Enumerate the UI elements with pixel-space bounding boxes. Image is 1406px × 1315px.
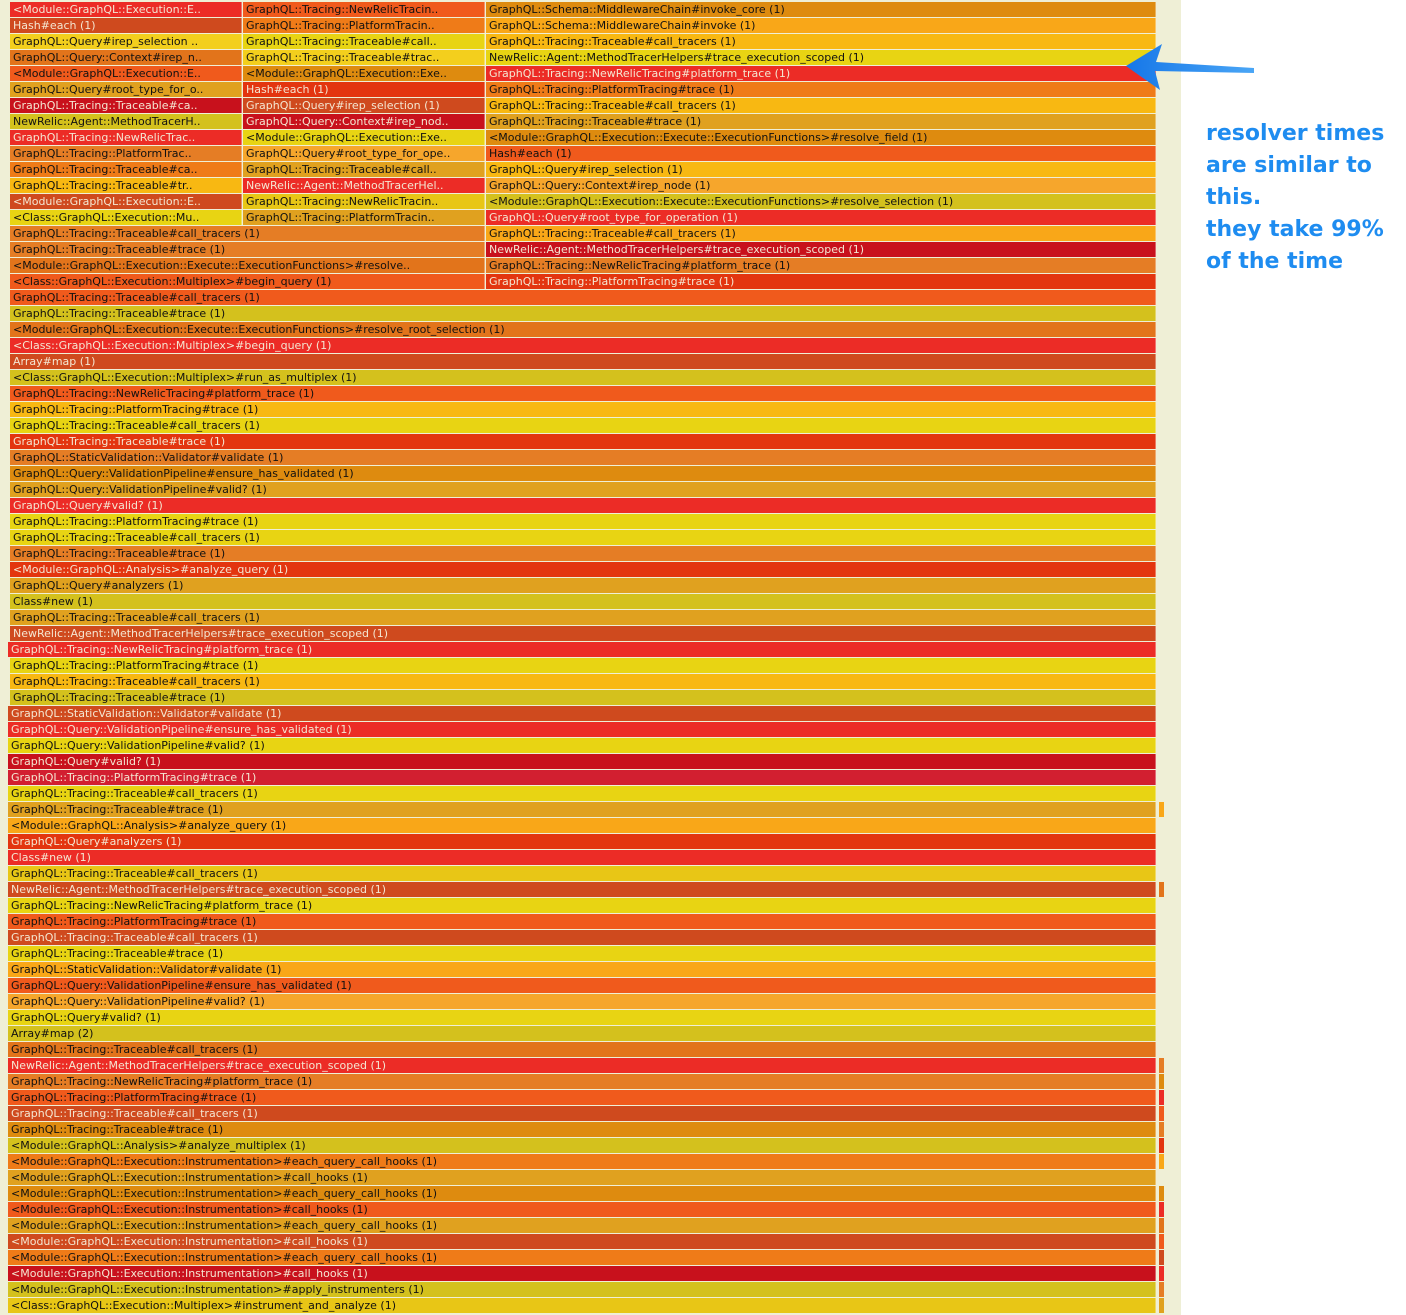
flame-frame-sliver[interactable] — [1159, 1090, 1164, 1105]
flame-frame[interactable]: <Module::GraphQL::Execution::Instrumentation>#call_hooks (1) — [8, 1202, 1156, 1217]
flame-frame-sliver[interactable] — [1159, 882, 1164, 897]
flame-frame[interactable]: <Class::GraphQL::Execution::Multiplex>#instrument_and_analyze (1) — [8, 1298, 1156, 1313]
flame-frame[interactable]: GraphQL::StaticValidation::Validator#validate (1) — [8, 706, 1156, 721]
flame-frame[interactable]: GraphQL::Tracing::Traceable#trac.. — [243, 50, 485, 65]
annotation-line: they take 99% — [1206, 217, 1384, 242]
flame-frame[interactable]: Class#new (1) — [10, 594, 1156, 609]
flame-frame-sliver[interactable] — [1159, 1202, 1164, 1217]
flame-frame[interactable]: GraphQL::Tracing::NewRelicTracing#platform_trace (1) — [486, 66, 1156, 81]
flame-frame-sliver[interactable] — [1159, 1282, 1164, 1297]
flame-frame[interactable]: Class#new (1) — [8, 850, 1156, 865]
flame-frame[interactable]: GraphQL::Tracing::NewRelicTracing#platform_trace (1) — [8, 642, 1156, 657]
flame-frame[interactable]: GraphQL::Query#irep_selection (1) — [486, 162, 1156, 177]
flame-frame[interactable]: NewRelic::Agent::MethodTracerHelpers#trace_execution_scoped (1) — [486, 50, 1156, 65]
flame-frame[interactable]: GraphQL::Tracing::Traceable#trace (1) — [10, 546, 1156, 561]
flame-frame[interactable]: GraphQL::Tracing::Traceable#trace (1) — [8, 802, 1156, 817]
flame-frame[interactable]: <Module::GraphQL::Execution::Exe.. — [243, 66, 485, 81]
flame-frame[interactable]: GraphQL::Query#irep_selection (1) — [243, 98, 485, 113]
flame-frame[interactable]: GraphQL::Tracing::Traceable#call_tracers (1) — [486, 98, 1156, 113]
flame-frame[interactable]: GraphQL::Tracing::Traceable#trace (1) — [8, 1122, 1156, 1137]
flame-frame[interactable]: <Module::GraphQL::Execution::Instrumentation>#call_hooks (1) — [8, 1170, 1156, 1185]
flame-frame[interactable]: GraphQL::Tracing::PlatformTracing#trace (1) — [10, 658, 1156, 673]
flame-frame[interactable]: GraphQL::Tracing::Traceable#trace (1) — [10, 690, 1156, 705]
flame-frame[interactable]: GraphQL::Tracing::Traceable#ca.. — [10, 162, 242, 177]
flame-frame[interactable]: GraphQL::Query#root_type_for_ope.. — [243, 146, 485, 161]
flame-frame[interactable]: GraphQL::StaticValidation::Validator#validate (1) — [8, 962, 1156, 977]
flame-frame[interactable]: GraphQL::Tracing::PlatformTracing#trace (1) — [10, 402, 1156, 417]
flame-frame-sliver[interactable] — [1159, 1074, 1164, 1089]
flame-frame[interactable]: GraphQL::Tracing::Traceable#call_tracers (1) — [486, 34, 1156, 49]
flame-frame[interactable]: GraphQL::Tracing::PlatformTracin.. — [243, 210, 485, 225]
flame-frame[interactable]: <Module::GraphQL::Execution::Execute::ExecutionFunctions>#resolve_selection (1) — [486, 194, 1156, 209]
flame-frame[interactable]: <Module::GraphQL::Execution::Execute::ExecutionFunctions>#resolve_field (1) — [486, 130, 1156, 145]
flame-frame[interactable]: <Class::GraphQL::Execution::Multiplex>#run_as_multiplex (1) — [10, 370, 1156, 385]
flame-frame-sliver[interactable] — [1159, 1250, 1164, 1265]
flame-frame[interactable]: GraphQL::Tracing::PlatformTracing#trace (1) — [8, 770, 1156, 785]
flame-frame[interactable]: <Module::GraphQL::Execution::Instrumentation>#call_hooks (1) — [8, 1234, 1156, 1249]
annotation-line: resolver times — [1206, 121, 1385, 146]
flame-frame-sliver[interactable] — [1159, 802, 1164, 817]
flame-frame[interactable]: <Module::GraphQL::Analysis>#analyze_query (1) — [8, 818, 1156, 833]
flame-frame-sliver[interactable] — [1159, 1234, 1164, 1249]
flame-frame-sliver[interactable] — [1159, 1122, 1164, 1137]
flame-frame-sliver[interactable] — [1159, 1058, 1164, 1073]
flame-frame[interactable]: GraphQL::Tracing::Traceable#trace (1) — [10, 306, 1156, 321]
flame-frame[interactable]: GraphQL::Tracing::NewRelicTracing#platform_trace (1) — [10, 386, 1156, 401]
flame-frame[interactable]: NewRelic::Agent::MethodTracerHelpers#trace_execution_scoped (1) — [10, 626, 1156, 641]
flame-frame[interactable]: GraphQL::Query#analyzers (1) — [8, 834, 1156, 849]
flame-frame[interactable]: Array#map (2) — [8, 1026, 1156, 1041]
flame-frame-sliver[interactable] — [1159, 1154, 1164, 1169]
flame-frame[interactable]: GraphQL::Query::ValidationPipeline#valid? (1) — [8, 994, 1156, 1009]
flame-frame[interactable]: GraphQL::Tracing::PlatformTracing#trace (1) — [8, 1090, 1156, 1105]
flame-frame[interactable]: GraphQL::Tracing::Traceable#call.. — [243, 34, 485, 49]
flame-frame[interactable]: <Class::GraphQL::Execution::Mu.. — [10, 210, 242, 225]
flame-frame[interactable]: GraphQL::Schema::MiddlewareChain#invoke (1) — [486, 18, 1156, 33]
annotation-line: this. — [1206, 185, 1262, 210]
flame-frame[interactable]: GraphQL::Tracing::Traceable#trace (1) — [10, 242, 485, 257]
arrow-left-icon — [1120, 40, 1260, 96]
flame-frame[interactable]: <Module::GraphQL::Execution::Instrumentation>#each_query_call_hooks (1) — [8, 1218, 1156, 1233]
flame-frame[interactable]: GraphQL::Query#valid? (1) — [8, 754, 1156, 769]
flame-frame[interactable]: Hash#each (1) — [486, 146, 1156, 161]
flame-frame[interactable]: NewRelic::Agent::MethodTracerH.. — [10, 114, 242, 129]
flame-frame[interactable]: GraphQL::Query::Context#irep_n.. — [10, 50, 242, 65]
flame-frame[interactable]: <Module::GraphQL::Execution::Instrumentation>#apply_instrumenters (1) — [8, 1282, 1156, 1297]
flame-frame[interactable]: GraphQL::Query#analyzers (1) — [10, 578, 1156, 593]
flame-frame[interactable]: GraphQL::Tracing::PlatformTrac.. — [10, 146, 242, 161]
flame-frame[interactable]: <Module::GraphQL::Analysis>#analyze_query (1) — [10, 562, 1156, 577]
flame-frame[interactable]: GraphQL::Tracing::Traceable#tr.. — [10, 178, 242, 193]
annotation-line: are similar to — [1206, 153, 1372, 178]
flame-frame[interactable]: GraphQL::Tracing::Traceable#call_tracers (1) — [10, 674, 1156, 689]
flame-frame[interactable]: GraphQL::Tracing::NewRelicTracing#platform_trace (1) — [8, 1074, 1156, 1089]
flame-frame[interactable]: GraphQL::Tracing::Traceable#call_tracers (1) — [8, 1042, 1156, 1057]
flame-frame[interactable]: GraphQL::Tracing::Traceable#call_tracers (1) — [8, 866, 1156, 881]
flame-frame[interactable]: GraphQL::Tracing::Traceable#trace (1) — [8, 946, 1156, 961]
flame-frame[interactable]: GraphQL::Tracing::PlatformTracing#trace (1) — [10, 514, 1156, 529]
flame-frame[interactable]: GraphQL::Query::ValidationPipeline#ensure_has_validated (1) — [10, 466, 1156, 481]
flame-frame[interactable]: GraphQL::Tracing::Traceable#call_tracers (1) — [8, 786, 1156, 801]
flame-frame[interactable]: <Module::GraphQL::Execution::E.. — [10, 66, 242, 81]
flame-frame[interactable]: <Class::GraphQL::Execution::Multiplex>#begin_query (1) — [10, 338, 1156, 353]
flame-frame[interactable]: <Module::GraphQL::Execution::Execute::ExecutionFunctions>#resolve_root_selection (1) — [10, 322, 1156, 337]
flame-frame[interactable]: GraphQL::Tracing::Traceable#call.. — [243, 162, 485, 177]
flame-frame[interactable]: GraphQL::Tracing::NewRelicTracin.. — [243, 2, 485, 17]
flame-frame[interactable]: GraphQL::Tracing::NewRelicTracing#platform_trace (1) — [486, 258, 1156, 273]
flame-frame[interactable]: GraphQL::Query#root_type_for_operation (1) — [486, 210, 1156, 225]
flame-frame[interactable]: NewRelic::Agent::MethodTracerHelpers#trace_execution_scoped (1) — [8, 882, 1156, 897]
flame-frame[interactable]: GraphQL::Schema::MiddlewareChain#invoke_core (1) — [486, 2, 1156, 17]
flame-frame[interactable]: GraphQL::Tracing::Traceable#trace (1) — [486, 114, 1156, 129]
flame-frame[interactable]: GraphQL::Tracing::Traceable#call_tracers (1) — [10, 610, 1156, 625]
flame-frame-sliver[interactable] — [1159, 1266, 1164, 1281]
flame-frame[interactable]: GraphQL::Tracing::NewRelicTracing#platform_trace (1) — [8, 898, 1156, 913]
flame-frame-sliver[interactable] — [1159, 1298, 1164, 1313]
flame-frame[interactable]: GraphQL::Query::ValidationPipeline#valid? (1) — [10, 482, 1156, 497]
flame-frame[interactable]: GraphQL::Tracing::PlatformTracing#trace (1) — [486, 274, 1156, 289]
flame-frame-sliver[interactable] — [1159, 1218, 1164, 1233]
flame-frame-sliver[interactable] — [1159, 1106, 1164, 1121]
flame-frame[interactable]: GraphQL::Tracing::PlatformTracin.. — [243, 18, 485, 33]
flame-frame[interactable]: GraphQL::Query#irep_selection .. — [10, 34, 242, 49]
flame-frame[interactable]: <Module::GraphQL::Execution::E.. — [10, 2, 242, 17]
flame-frame[interactable]: GraphQL::Query::Context#irep_node (1) — [486, 178, 1156, 193]
flame-frame[interactable]: GraphQL::Tracing::Traceable#call_tracers (1) — [486, 226, 1156, 241]
flame-frame[interactable]: <Module::GraphQL::Execution::Execute::ExecutionFunctions>#resolve.. — [10, 258, 485, 273]
flame-frame[interactable]: GraphQL::Query#valid? (1) — [8, 1010, 1156, 1025]
flame-frame[interactable]: <Module::GraphQL::Execution::Exe.. — [243, 130, 485, 145]
flame-frame[interactable]: GraphQL::Tracing::Traceable#call_tracers (1) — [10, 418, 1156, 433]
flame-frame[interactable]: GraphQL::Query::Context#irep_nod.. — [243, 114, 485, 129]
flame-frame[interactable]: GraphQL::Query#valid? (1) — [10, 498, 1156, 513]
flame-frame[interactable]: NewRelic::Agent::MethodTracerHelpers#trace_execution_scoped (1) — [8, 1058, 1156, 1073]
flame-frame[interactable]: GraphQL::Tracing::NewRelicTrac.. — [10, 130, 242, 145]
flame-frame[interactable]: <Module::GraphQL::Execution::Instrumentation>#each_query_call_hooks (1) — [8, 1154, 1156, 1169]
flame-frame[interactable]: GraphQL::Tracing::Traceable#ca.. — [10, 98, 242, 113]
flame-frame[interactable]: GraphQL::Query#root_type_for_o.. — [10, 82, 242, 97]
flame-frame[interactable]: NewRelic::Agent::MethodTracerHelpers#trace_execution_scoped (1) — [486, 242, 1156, 257]
flame-frame[interactable]: <Module::GraphQL::Execution::Instrumentation>#each_query_call_hooks (1) — [8, 1250, 1156, 1265]
flame-frame[interactable]: GraphQL::Query::ValidationPipeline#ensure_has_validated (1) — [8, 978, 1156, 993]
flame-frame[interactable]: GraphQL::Tracing::Traceable#call_tracers (1) — [10, 530, 1156, 545]
flame-frame[interactable]: Hash#each (1) — [243, 82, 485, 97]
flame-frame[interactable]: GraphQL::Tracing::Traceable#call_tracers (1) — [8, 930, 1156, 945]
flame-frame[interactable]: GraphQL::Query::ValidationPipeline#valid? (1) — [8, 738, 1156, 753]
flame-frame[interactable]: GraphQL::Tracing::Traceable#call_tracers (1) — [10, 290, 1156, 305]
flame-frame[interactable]: <Module::GraphQL::Analysis>#analyze_multiplex (1) — [8, 1138, 1156, 1153]
flame-frame[interactable]: GraphQL::Tracing::NewRelicTracin.. — [243, 194, 485, 209]
flame-frame[interactable]: GraphQL::Query::ValidationPipeline#ensure_has_validated (1) — [8, 722, 1156, 737]
flame-frame[interactable]: Hash#each (1) — [10, 18, 242, 33]
flame-frame[interactable]: NewRelic::Agent::MethodTracerHel.. — [243, 178, 485, 193]
flame-frame-sliver[interactable] — [1159, 1138, 1164, 1153]
flame-frame[interactable]: GraphQL::StaticValidation::Validator#validate (1) — [10, 450, 1156, 465]
flame-frame[interactable]: <Module::GraphQL::Execution::E.. — [10, 194, 242, 209]
annotation-line: of the time — [1206, 249, 1344, 274]
annotation-note — [1206, 118, 1396, 278]
flame-frame[interactable]: <Class::GraphQL::Execution::Multiplex>#begin_query (1) — [10, 274, 485, 289]
flame-frame[interactable]: GraphQL::Tracing::Traceable#call_tracers (1) — [10, 226, 485, 241]
flame-frame[interactable]: GraphQL::Tracing::Traceable#trace (1) — [10, 434, 1156, 449]
flame-frame[interactable]: <Module::GraphQL::Execution::Instrumentation>#call_hooks (1) — [8, 1266, 1156, 1281]
flame-frame-sliver[interactable] — [1159, 1186, 1164, 1201]
flame-frame[interactable]: GraphQL::Tracing::Traceable#call_tracers (1) — [8, 1106, 1156, 1121]
flame-frame[interactable]: Array#map (1) — [10, 354, 1156, 369]
flame-frame[interactable]: GraphQL::Tracing::PlatformTracing#trace (1) — [8, 914, 1156, 929]
flame-frame[interactable]: <Module::GraphQL::Execution::Instrumentation>#each_query_call_hooks (1) — [8, 1186, 1156, 1201]
flame-frame[interactable]: GraphQL::Tracing::PlatformTracing#trace (1) — [486, 82, 1156, 97]
